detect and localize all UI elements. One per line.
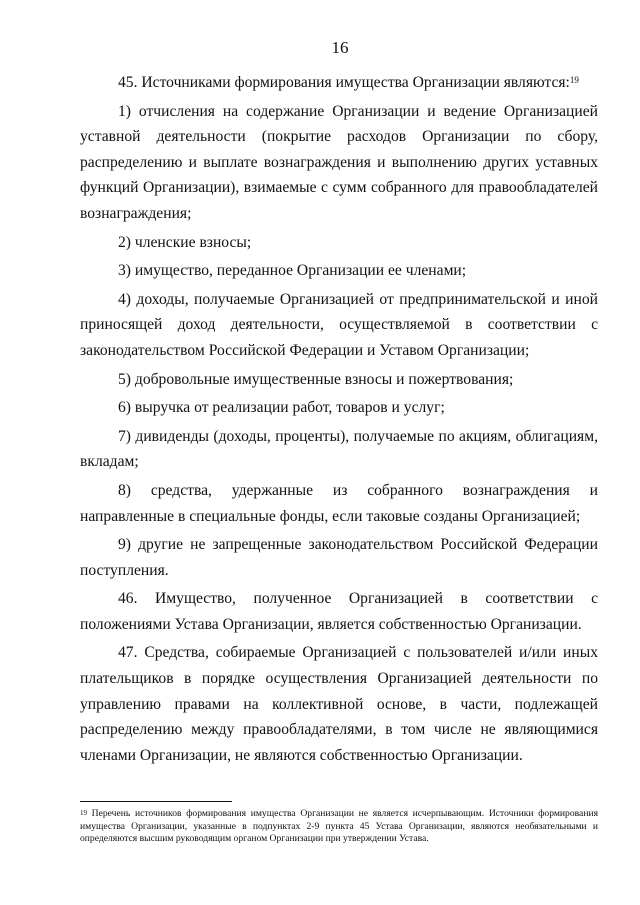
page-number: 16: [331, 38, 349, 57]
paragraph-47: 47. Средства, собираемые Организацией с пользователей и/или иных плательщиков в порядке осуществления Организацией деятельности по управлению правами на коллективной основе, в части, подлежащей распределению между правообладателями, в том числе не являющимися членами Организации, не являются собственностью Организации.: [80, 644, 598, 764]
document-body: [80, 70, 598, 768]
list-item-2: 2) членские взносы;: [118, 233, 252, 251]
list-item-3: 3) имущество, переданное Организации ее членами;: [118, 262, 467, 280]
footnote-reference: 19: [569, 75, 579, 85]
footnote-text: Перечень источников формирования имущества Организации не является исчерпывающим. Источники формирования имущества Организации, указанные в подпунктах 2-9 пункта 45 Устава Организации, являются необязательными и определяются высшим руководящим органом Организации при утверждении Устава.: [80, 808, 598, 845]
list-item-8: 8) средства, удержанные из собранного вознаграждения и направленные в специальные фонды, если таковые созданы Организацией;: [80, 481, 598, 525]
footnote-separator: [80, 801, 232, 802]
list-item-4: 4) доходы, получаемые Организацией от предпринимательской и иной приносящей доход деятельности, осуществляемой в соответствии с законодательством Российской Федерации и Уставом Организации;: [80, 290, 598, 359]
list-item-6: 6) выручка от реализации работ, товаров и услуг;: [118, 399, 445, 417]
list-item-9: 9) другие не запрещенные законодательством Российской Федерации поступления.: [80, 536, 598, 579]
paragraph-45: [80, 70, 598, 96]
list-item-7: 7) дивиденды (доходы, проценты), получаемые по акциям, облигациям, вкладам;: [80, 427, 598, 471]
list-item-1: 1) отчисления на содержание Организации и ведение Организацией уставной деятельности (покрытие расходов Организации по сбору, распределению и выплате вознаграждения и выполнению других уставных функций Организации), взимаемые с сумм собранного для правообладателей вознаграждения;: [80, 102, 598, 222]
footnote-number: 19: [80, 809, 87, 817]
paragraph-46: 46. Имущество, полученное Организацией в соответствии с положениями Устава Организации, является собственностью Организации.: [80, 590, 598, 633]
list-item-5: 5) добровольные имущественные взносы и пожертвования;: [118, 370, 514, 388]
paragraph-45-text: 45. Источниками формирования имущества Организации являются:: [118, 74, 570, 91]
footnote: [80, 808, 598, 846]
